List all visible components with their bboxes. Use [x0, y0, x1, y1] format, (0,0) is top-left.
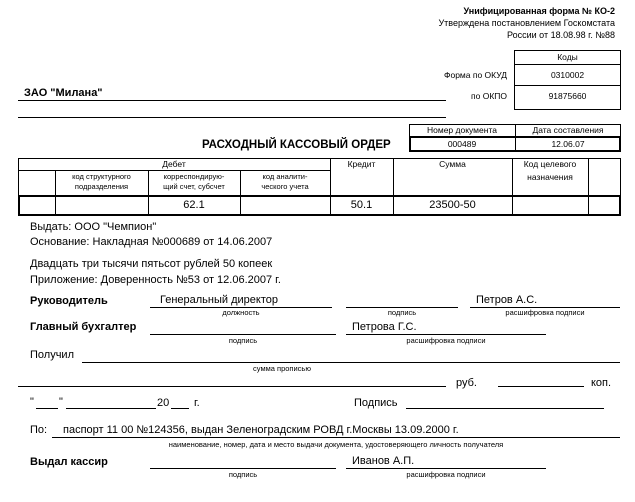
sum-words-caption: сумма прописью	[253, 364, 311, 373]
approved-date: России от 18.08.98 г. №88	[507, 30, 615, 40]
document-title: РАСХОДНЫЙ КАССОВЫЙ ОРДЕР	[202, 139, 391, 151]
cell-credit: 50.1	[350, 199, 373, 211]
received-label: Получил	[30, 349, 74, 361]
codes-title: Коды	[557, 52, 578, 62]
organization-name: ЗАО "Милана"	[24, 87, 103, 99]
doc-date-value: 12.06.07	[551, 139, 585, 149]
debit-header: Дебет	[162, 159, 186, 169]
year-suffix: г.	[194, 397, 200, 409]
cell-sum: 23500-50	[429, 199, 476, 211]
okpo-value: 91875660	[548, 91, 587, 101]
head-decoding-caption: расшифровка подписи	[505, 308, 585, 317]
corr-header	[148, 172, 240, 192]
purpose-code-header: Код целевого	[523, 159, 577, 169]
cell-corr: 62.1	[183, 199, 205, 211]
approved-text: Утверждена постановлением Госкомстата	[438, 18, 615, 28]
form-title: Унифицированная форма № КО-2	[463, 6, 615, 16]
cashier-decoding-caption: расшифровка подписи	[406, 470, 486, 479]
accountant-signature-caption: подпись	[228, 336, 258, 345]
accountant-decoding-caption: расшифровка подписи	[406, 336, 486, 345]
cashier-signature-caption: подпись	[228, 470, 258, 479]
doc-date-label: Дата составления	[532, 125, 604, 135]
issue-to: Выдать: ООО "Чемпион"	[30, 221, 157, 233]
anal-header-1: код аналити-	[262, 172, 308, 181]
attachment: Приложение: Доверенность №53 от 12.06.2007 г.	[30, 274, 281, 286]
kop-label: коп.	[591, 377, 612, 389]
anal-header	[240, 172, 330, 192]
rub-label: руб.	[456, 377, 477, 389]
basis: Основание: Накладная №000689 от 14.06.2007	[30, 236, 273, 248]
head-name: Петров А.С.	[476, 294, 538, 306]
corr-header-2: щий счет, субсчет	[163, 182, 225, 191]
head-label: Руководитель	[30, 295, 108, 307]
accountant-label: Главный бухгалтер	[30, 321, 137, 333]
credit-header: Кредит	[347, 159, 376, 169]
date-quote-close: "	[59, 396, 63, 408]
doc-caption: наименование, номер, дата и место выдачи документа, удостоверяющего личность получателя	[168, 440, 504, 449]
passport-text: паспорт 11 00 №124356, выдан Зеленоградским РОВД г.Москвы 13.09.2000 г.	[63, 424, 459, 436]
okpo-label: по ОКПО	[471, 91, 507, 101]
doc-number-value: 000489	[447, 139, 477, 149]
purpose-code-header-2: назначения	[527, 172, 573, 182]
sum-header: Сумма	[439, 159, 466, 169]
cashier-name: Иванов А.П.	[352, 455, 415, 467]
struct-header	[55, 172, 148, 192]
head-position: Генеральный директор	[160, 294, 278, 306]
amount-words: Двадцать три тысячи пятьсот рублей 50 копеек	[30, 258, 273, 270]
head-signature-caption: подпись	[387, 308, 417, 317]
corr-header-1: корреспондирую-	[163, 172, 225, 181]
okud-label: Форма по ОКУД	[444, 70, 507, 80]
by-label: По:	[30, 424, 48, 436]
signature-label: Подпись	[354, 397, 398, 409]
okud-value: 0310002	[550, 70, 585, 80]
cashier-label: Выдал кассир	[30, 456, 108, 468]
doc-number-label: Номер документа	[427, 125, 497, 135]
year-prefix: 20	[157, 397, 170, 409]
accountant-name: Петрова Г.С.	[352, 321, 417, 333]
struct-header-1: код структурного	[72, 172, 131, 181]
head-position-caption: должность	[222, 308, 260, 317]
struct-header-2: подразделения	[74, 182, 129, 191]
date-quote-open: "	[30, 396, 34, 408]
anal-header-2: ческого учета	[261, 182, 309, 191]
